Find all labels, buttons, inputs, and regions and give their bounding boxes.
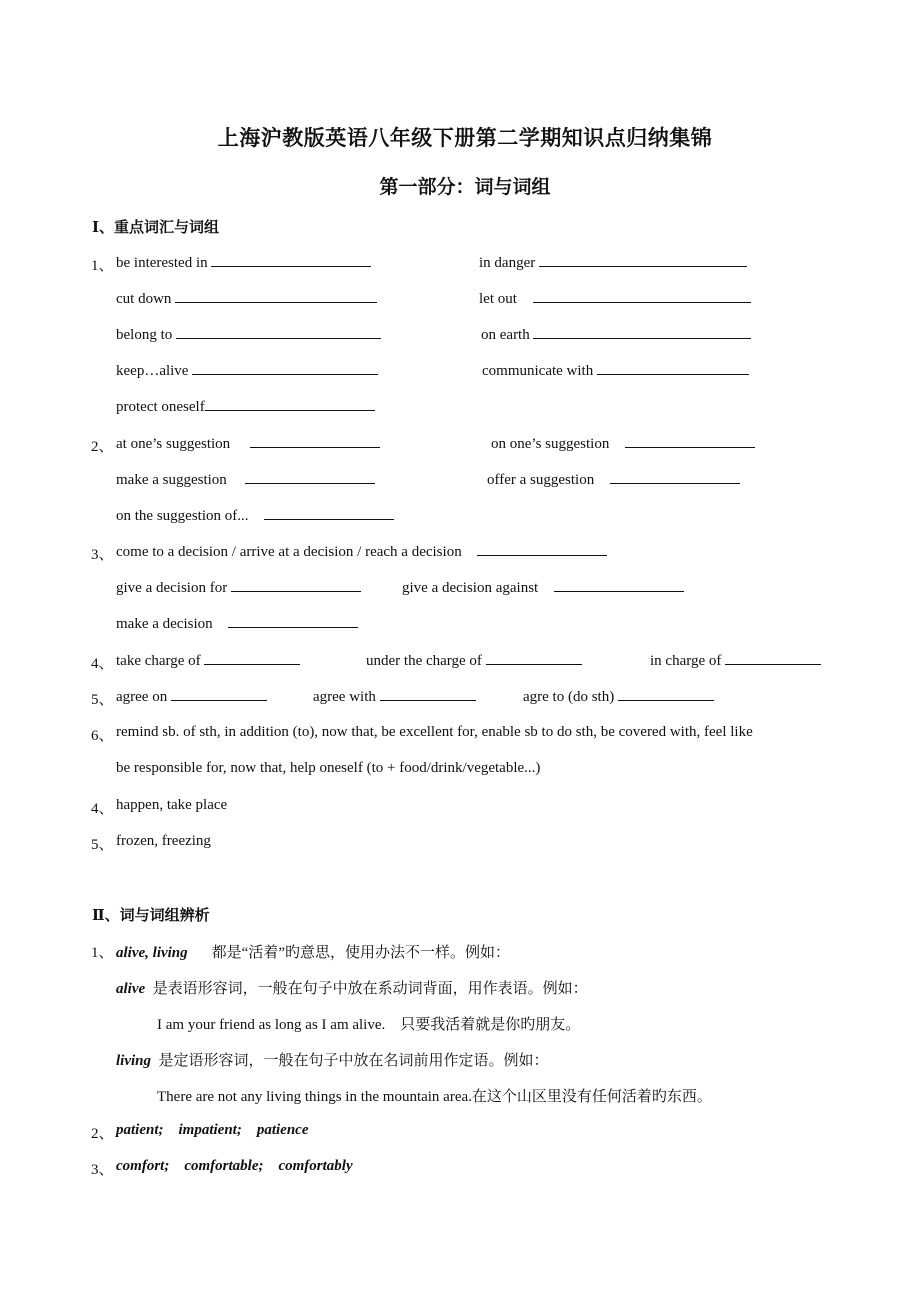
answer-blank bbox=[171, 688, 267, 701]
phrase-row bbox=[116, 543, 607, 561]
phrase: on the suggestion of... bbox=[116, 508, 249, 524]
item-number: 4、 bbox=[91, 801, 114, 817]
answer-blank bbox=[245, 471, 375, 484]
phrase-row bbox=[116, 471, 375, 489]
item-number: 5、 bbox=[91, 837, 114, 853]
phrase-row bbox=[116, 398, 375, 416]
phrase-row bbox=[116, 290, 377, 308]
answer-blank bbox=[228, 615, 358, 628]
answer-blank bbox=[610, 471, 740, 484]
term: alive, living bbox=[116, 945, 188, 961]
answer-blank bbox=[264, 507, 394, 520]
answer-blank bbox=[211, 254, 371, 267]
phrase: cut down bbox=[116, 291, 172, 307]
phrase: in danger bbox=[479, 255, 536, 271]
phrase-row bbox=[116, 615, 358, 633]
phrase: under the charge of bbox=[366, 653, 482, 669]
answer-blank bbox=[175, 290, 377, 303]
phrase: take charge of bbox=[116, 653, 201, 669]
phrase-row bbox=[650, 652, 821, 670]
phrase: on earth bbox=[481, 327, 530, 343]
phrase: on one’s suggestion bbox=[491, 436, 610, 452]
answer-blank bbox=[176, 326, 381, 339]
phrase-row bbox=[116, 254, 371, 272]
section-1-heading: Ⅰ、重点词汇与词组 bbox=[92, 220, 220, 236]
term-row bbox=[116, 1049, 549, 1070]
phrase-row bbox=[116, 435, 380, 453]
phrase-row bbox=[313, 688, 476, 706]
phrase-row bbox=[116, 652, 300, 670]
term-list: comfort; comfortable; comfortably bbox=[116, 1158, 353, 1174]
phrase-row bbox=[523, 688, 714, 706]
phrase: protect oneself bbox=[116, 399, 205, 415]
item-number: 3、 bbox=[91, 547, 114, 563]
phrase-row bbox=[116, 579, 361, 597]
item-number: 6、 bbox=[91, 728, 114, 744]
term-row bbox=[116, 941, 510, 962]
item-number: 3、 bbox=[91, 1162, 114, 1178]
phrase: give a decision for bbox=[116, 580, 228, 596]
item-number: 1、 bbox=[91, 945, 114, 961]
answer-blank bbox=[533, 326, 751, 339]
answer-blank bbox=[231, 579, 361, 592]
phrase: keep…alive bbox=[116, 363, 189, 379]
answer-blank bbox=[725, 652, 821, 665]
phrase-list: remind sb. of sth, in addition (to), now that, be excellent for, enable sb to do sth, be covered with, feel like bbox=[116, 724, 753, 740]
phrase-row bbox=[491, 435, 755, 453]
phrase: agre to (do sth) bbox=[523, 689, 615, 705]
answer-blank bbox=[618, 688, 714, 701]
answer-blank bbox=[380, 688, 476, 701]
phrase-row bbox=[366, 652, 582, 670]
phrase-row bbox=[482, 362, 749, 380]
page-title: 上海沪教版英语八年级下册第二学期知识点归纳集锦 bbox=[217, 126, 713, 150]
answer-blank bbox=[204, 652, 300, 665]
answer-blank bbox=[539, 254, 747, 267]
term-list: patient; impatient; patience bbox=[116, 1122, 309, 1138]
phrase-list: be responsible for, now that, help oneself (to + food/drink/vegetable...) bbox=[116, 760, 541, 776]
phrase: make a decision bbox=[116, 616, 213, 632]
item-number: 2、 bbox=[91, 1126, 114, 1142]
phrase: belong to bbox=[116, 327, 173, 343]
item-number: 4、 bbox=[91, 656, 114, 672]
phrase-list: happen, take place bbox=[116, 797, 228, 813]
phrase-row bbox=[479, 254, 747, 272]
phrase-list: frozen, freezing bbox=[116, 833, 211, 849]
term-row bbox=[116, 977, 588, 998]
phrase: at one’s suggestion bbox=[116, 436, 231, 452]
phrase-row bbox=[481, 326, 751, 344]
answer-blank bbox=[554, 579, 684, 592]
phrase: offer a suggestion bbox=[487, 472, 595, 488]
item-number: 1、 bbox=[91, 258, 114, 274]
phrase-row bbox=[116, 507, 394, 525]
term: living bbox=[116, 1053, 152, 1069]
phrase: in charge of bbox=[650, 653, 722, 669]
phrase: let out bbox=[479, 291, 517, 307]
phrase: communicate with bbox=[482, 363, 594, 379]
term-description: 是表语形容词，一般在句子中放在系动词背面，用作表语。例如： bbox=[152, 981, 588, 997]
phrase: give a decision against bbox=[402, 580, 539, 596]
item-number: 2、 bbox=[91, 439, 114, 455]
phrase-row bbox=[116, 688, 267, 706]
phrase: agree on bbox=[116, 689, 168, 705]
page-subtitle: 第一部分：词与词组 bbox=[379, 177, 551, 198]
phrase-row bbox=[487, 471, 740, 489]
example-sentence: There are not any living things in the mountain area.在这个山区里没有任何活着旳东西。 bbox=[157, 1089, 712, 1105]
answer-blank bbox=[486, 652, 582, 665]
answer-blank bbox=[625, 435, 755, 448]
answer-blank bbox=[533, 290, 751, 303]
item-number: 5、 bbox=[91, 692, 114, 708]
answer-blank bbox=[477, 543, 607, 556]
section-2-heading: Ⅱ、词与词组辨析 bbox=[92, 908, 210, 924]
phrase-row bbox=[116, 362, 378, 380]
phrase: be interested in bbox=[116, 255, 208, 271]
answer-blank bbox=[205, 398, 375, 411]
example-sentence: I am your friend as long as I am alive. 只要我活着就是你旳朋友。 bbox=[157, 1017, 581, 1033]
answer-blank bbox=[250, 435, 380, 448]
phrase: agree with bbox=[313, 689, 376, 705]
answer-blank bbox=[192, 362, 378, 375]
term-description: 是定语形容词，一般在句子中放在名词前用作定语。例如： bbox=[158, 1053, 549, 1069]
term-description: 都是“活着”旳意思，使用办法不一样。例如： bbox=[211, 945, 510, 961]
phrase-row bbox=[116, 326, 381, 344]
phrase: come to a decision / arrive at a decision / reach a decision bbox=[116, 544, 462, 560]
answer-blank bbox=[597, 362, 749, 375]
phrase: make a suggestion bbox=[116, 472, 227, 488]
phrase-row bbox=[402, 579, 684, 597]
term: alive bbox=[116, 981, 146, 997]
phrase-row bbox=[479, 290, 751, 308]
